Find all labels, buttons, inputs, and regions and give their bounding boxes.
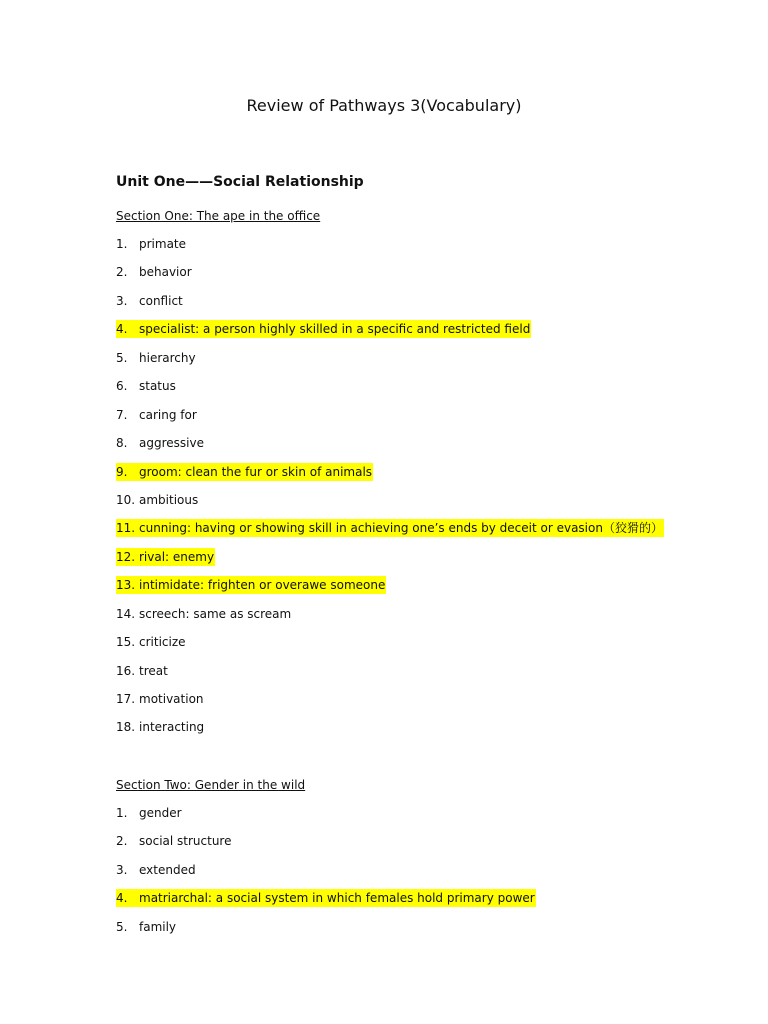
item-number: 2. <box>116 834 128 849</box>
vocabulary-list-item <box>116 889 676 917</box>
vocabulary-list-item <box>116 349 676 377</box>
item-text: groom: clean the fur or skin of animals <box>139 464 373 479</box>
item-text: motivation <box>139 692 204 706</box>
vocabulary-entry <box>116 861 197 879</box>
item-number: 14. <box>116 606 136 621</box>
item-number: 15. <box>116 635 136 650</box>
vocabulary-list-item <box>116 690 676 718</box>
item-text: screech: same as scream <box>139 606 292 621</box>
item-number: 4. <box>116 322 128 337</box>
item-number: 17. <box>116 692 136 706</box>
vocabulary-entry <box>116 349 197 367</box>
item-number: 3. <box>116 293 128 308</box>
item-text: matriarchal: a social system in which females hold primary power <box>139 891 535 906</box>
item-number: 10. <box>116 492 136 507</box>
item-number: 12. <box>116 549 136 564</box>
vocabulary-entry <box>116 718 205 736</box>
vocabulary-list-item <box>116 576 676 604</box>
item-number: 1. <box>116 806 128 820</box>
vocabulary-list-item <box>116 263 676 291</box>
item-text: criticize <box>139 635 186 650</box>
vocabulary-list-item <box>116 662 676 690</box>
vocabulary-entry <box>116 406 198 424</box>
item-text: interacting <box>139 720 205 735</box>
item-text: ambitious <box>139 492 199 507</box>
item-number: 3. <box>116 862 128 877</box>
vocabulary-entry <box>116 434 205 452</box>
vocabulary-list-item <box>116 491 676 519</box>
vocabulary-list-item <box>116 377 676 405</box>
highlighted-vocabulary-entry <box>116 548 215 566</box>
item-number: 18. <box>116 720 136 735</box>
vocabulary-list-item <box>116 320 676 348</box>
item-number: 8. <box>116 436 128 451</box>
vocabulary-list-item <box>116 861 676 889</box>
item-text: caring for <box>139 407 197 422</box>
vocabulary-entry <box>116 832 232 850</box>
item-text: cunning: having or showing skill in achieving one’s ends by deceit or evasion（狡猾的） <box>139 521 663 536</box>
section-one-heading: Section One: The ape in the office <box>116 209 321 223</box>
item-text: extended <box>139 862 196 877</box>
vocabulary-list-item <box>116 519 676 547</box>
item-text: primate <box>139 237 187 251</box>
item-text: conflict <box>139 293 183 308</box>
vocabulary-entry <box>116 491 199 509</box>
vocabulary-list-item <box>116 548 676 576</box>
item-text: treat <box>139 663 168 678</box>
vocabulary-list-item <box>116 235 676 263</box>
item-number: 13. <box>116 578 136 593</box>
vocabulary-entry <box>116 633 187 651</box>
item-text: specialist: a person highly skilled in a specific and restricted field <box>139 322 531 337</box>
item-text: behavior <box>139 265 192 280</box>
item-text: social structure <box>139 834 232 849</box>
item-number: 16. <box>116 663 136 678</box>
document-title: Review of Pathways 3(Vocabulary) <box>246 96 522 115</box>
vocabulary-entry <box>116 263 193 281</box>
vocabulary-list-item <box>116 434 676 462</box>
section-one-vocabulary-list <box>116 235 676 747</box>
item-number: 7. <box>116 407 128 422</box>
item-number: 5. <box>116 350 128 365</box>
vocabulary-list-item <box>116 406 676 434</box>
highlighted-vocabulary-entry <box>116 889 536 907</box>
item-number: 5. <box>116 919 128 934</box>
section-two-vocabulary-list <box>116 804 676 946</box>
item-number: 1. <box>116 237 128 251</box>
highlighted-vocabulary-entry <box>116 519 664 537</box>
item-text: hierarchy <box>139 350 196 365</box>
item-text: intimidate: frighten or overawe someone <box>139 578 386 593</box>
unit-heading: Unit One——Social Relationship <box>116 174 364 190</box>
vocabulary-entry <box>116 292 184 310</box>
item-number: 6. <box>116 379 128 394</box>
item-text: status <box>139 379 176 394</box>
item-number: 11. <box>116 521 136 536</box>
vocabulary-entry <box>116 377 177 395</box>
vocabulary-entry <box>116 690 205 708</box>
vocabulary-list-item <box>116 463 676 491</box>
vocabulary-list-item <box>116 292 676 320</box>
item-text: rival: enemy <box>139 549 215 564</box>
item-text: family <box>139 919 177 934</box>
item-number: 2. <box>116 265 128 280</box>
vocabulary-entry <box>116 662 169 680</box>
item-number: 4. <box>116 891 128 906</box>
vocabulary-list-item <box>116 832 676 860</box>
section-two-heading: Section Two: Gender in the wild <box>116 778 306 792</box>
vocabulary-entry <box>116 605 292 623</box>
vocabulary-list-item <box>116 918 676 946</box>
highlighted-vocabulary-entry <box>116 463 373 481</box>
vocabulary-entry <box>116 918 177 936</box>
item-text: gender <box>139 806 182 820</box>
item-text: aggressive <box>139 436 204 451</box>
vocabulary-list-item <box>116 718 676 746</box>
vocabulary-entry <box>116 804 183 822</box>
highlighted-vocabulary-entry <box>116 576 386 594</box>
highlighted-vocabulary-entry <box>116 320 531 338</box>
item-number: 9. <box>116 464 128 479</box>
vocabulary-list-item <box>116 804 676 832</box>
vocabulary-list-item <box>116 605 676 633</box>
vocabulary-entry <box>116 235 187 253</box>
vocabulary-list-item <box>116 633 676 661</box>
